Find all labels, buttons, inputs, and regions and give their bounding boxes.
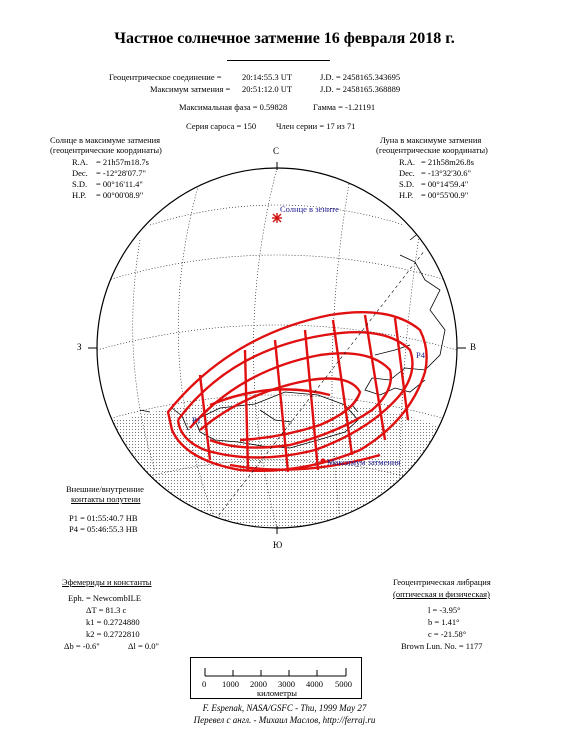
libration-c: c = -21.58°	[428, 629, 467, 639]
credit-line-2: Перевел с англ. - Михаил Маслов, http://ferraj.ru	[193, 715, 376, 725]
moon-dec-key: Dec.	[399, 168, 415, 178]
moon-ra-value: = 21h58m26.8s	[421, 157, 474, 167]
libration-l: l = -3.95°	[428, 605, 461, 615]
sun-hp-key: H.P.	[72, 190, 87, 200]
max-phase: Максимальная фаза = 0.59828	[179, 102, 288, 112]
contacts-heading: Внешние/внутренние	[66, 484, 144, 494]
contact-p4: P4 = 05:46:55.3 НВ	[69, 524, 138, 534]
sun-ra-value: = 21h57m18.7s	[96, 157, 149, 167]
sun-hp-value: = 00°00'08.9"	[96, 190, 144, 200]
libration-b: b = 1.41°	[428, 617, 460, 627]
page-title: Частное солнечное затмение 16 февраля 2018 г.	[114, 30, 455, 47]
sun-ra-key: R.A.	[72, 157, 89, 167]
p1-label: P1	[192, 415, 201, 425]
contacts-subheading: контакты полутени	[71, 494, 141, 504]
brown-lunation: Brown Lun. No. = 1177	[401, 641, 483, 651]
moon-sd-value: = 00°14'59.4"	[421, 179, 469, 189]
label-north: С	[273, 146, 280, 156]
moon-heading: Луна в максимуме затмения	[380, 135, 482, 145]
contact-p1: P1 = 01:55:40.7 НВ	[69, 513, 138, 523]
max-label: Максимум затмения =	[150, 84, 231, 94]
scale-unit: километры	[257, 688, 297, 698]
moon-hp-value: = 00°55'00.9"	[421, 190, 469, 200]
moon-subheading: (геоцентрические координаты)	[376, 145, 488, 155]
libration-subheading: (оптическая и физическая)	[393, 589, 490, 599]
geo-conj-time: 20:14:55.3 UT	[242, 72, 293, 82]
ephem-db: Δb = -0.6"	[64, 641, 100, 651]
moon-hp-key: H.P.	[399, 190, 414, 200]
ephem-k1: k1 = 0.2724880	[86, 617, 140, 627]
geo-conj-label: Геоцентрическое соединение =	[109, 72, 222, 82]
sun-sd-value: = 00°16'11.4"	[96, 179, 143, 189]
scale-tick-3000: 3000	[278, 679, 295, 689]
label-south: Ю	[273, 540, 283, 550]
scale-tick-2000: 2000	[250, 679, 267, 689]
credit-line-1: F. Espenak, NASA/GSFC - Thu, 1999 May 27	[202, 703, 367, 713]
label-west: З	[77, 342, 82, 352]
label-east: В	[470, 342, 477, 352]
moon-dec-value: = -13°32'30.6"	[421, 168, 472, 178]
sun-dec-value: = -12°28'07.7"	[96, 168, 147, 178]
sun-zenith-label: Солнце в зените	[280, 204, 339, 214]
ephem-dt: ΔT = 81.3 с	[86, 605, 127, 615]
gamma: Гамма = -1.21191	[313, 102, 376, 112]
scale-tick-0: 0	[202, 679, 207, 689]
libration-heading: Геоцентрическая либрация	[393, 577, 491, 587]
p4-label: P4	[416, 350, 425, 360]
max-jd: J.D. = 2458165.368889	[320, 84, 401, 94]
ephem-k2: k2 = 0.2722810	[86, 629, 140, 639]
max-eclipse-label: Максимум затмения	[327, 457, 401, 467]
sun-sd-key: S.D.	[72, 179, 88, 189]
sun-dec-key: Dec.	[72, 168, 88, 178]
sun-subheading: (геоцентрические координаты)	[50, 145, 162, 155]
scale-tick-4000: 4000	[306, 679, 323, 689]
scale-tick-1000: 1000	[222, 679, 239, 689]
ephem-dl: Δl = 0.0"	[128, 641, 159, 651]
saros-series: Серия сароса = 150	[186, 121, 257, 131]
sun-heading: Солнце в максимуме затмения	[50, 135, 161, 145]
ephem-heading: Эфемериды и константы	[62, 577, 152, 587]
scale-tick-5000: 5000	[335, 679, 352, 689]
geo-conj-jd: J.D. = 2458165.343695	[320, 72, 401, 82]
moon-sd-key: S.D.	[399, 179, 415, 189]
max-time: 20:51:12.0 UT	[242, 84, 293, 94]
saros-member: Член серии = 17 из 71	[276, 121, 356, 131]
ephem-eph: Eph. = NewcombILE	[68, 593, 142, 603]
moon-ra-key: R.A.	[399, 157, 416, 167]
